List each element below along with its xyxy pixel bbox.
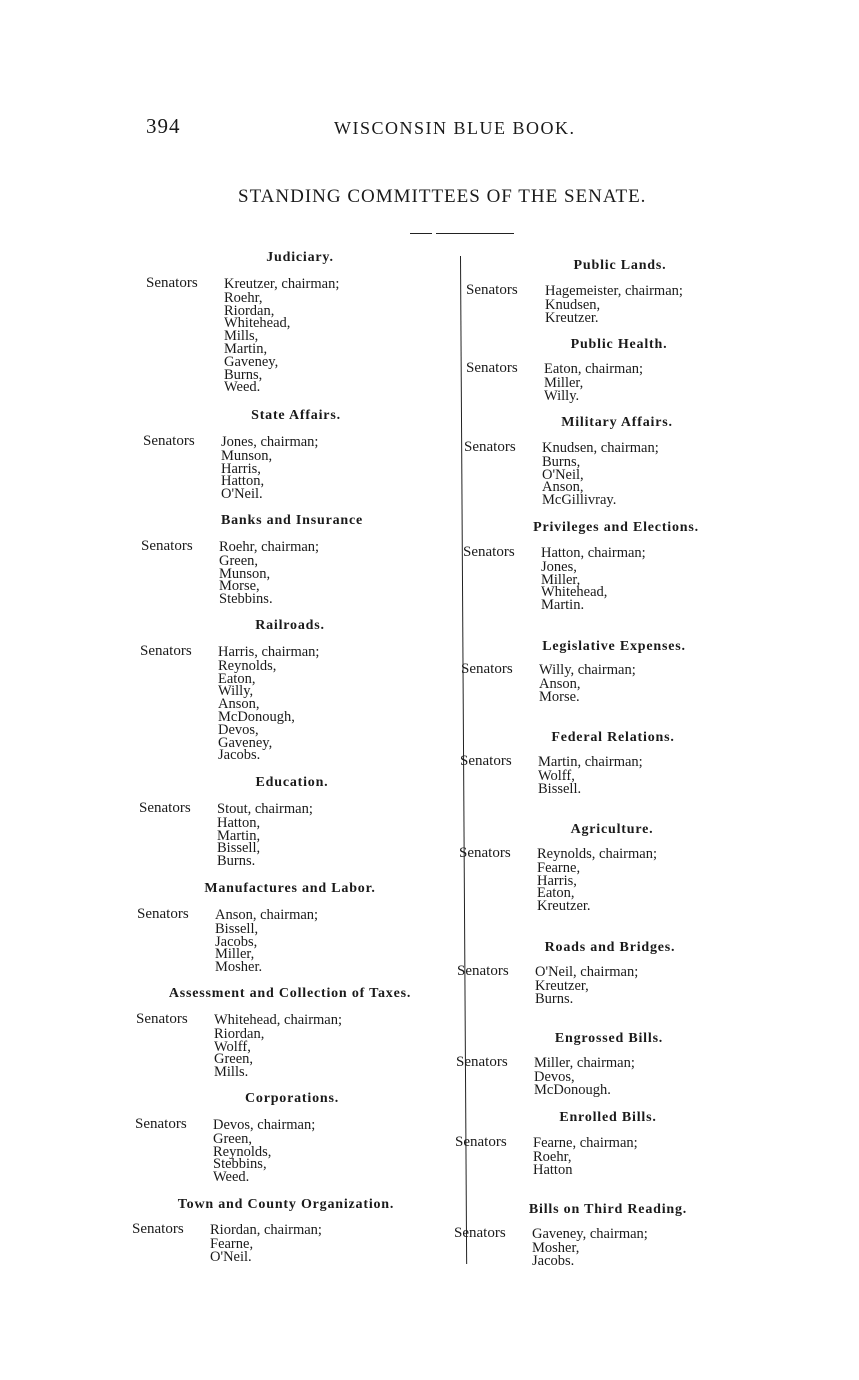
member-name: Martin, bbox=[224, 340, 268, 357]
member-name: Fearne, bbox=[210, 1235, 254, 1252]
member-list bbox=[533, 1137, 638, 1176]
member-name: Munson, bbox=[221, 447, 273, 464]
member-name: Anson, chairman; bbox=[215, 907, 319, 923]
member-name: Roehr, bbox=[533, 1148, 572, 1165]
committee-heading: Railroads. bbox=[255, 618, 325, 633]
member-name: Weed. bbox=[213, 1169, 250, 1186]
member-name: Hatton, bbox=[221, 473, 265, 490]
senators-label: Senators bbox=[135, 1116, 187, 1132]
committee-heading: Manufactures and Labor. bbox=[204, 881, 376, 896]
member-name: Martin. bbox=[541, 597, 585, 614]
member-name: Roehr, bbox=[224, 289, 263, 306]
member-name: Jacobs. bbox=[532, 1252, 575, 1269]
page-title: STANDING COMMITTEES OF THE SENATE. bbox=[238, 186, 647, 207]
member-list bbox=[217, 803, 313, 868]
committee-heading: Engrossed Bills. bbox=[554, 1031, 664, 1046]
committee-heading: Privileges and Elections. bbox=[533, 520, 699, 535]
member-name: Riordan, chairman; bbox=[210, 1222, 322, 1238]
member-name: Bissell. bbox=[538, 780, 582, 797]
member-name: Harris, chairman; bbox=[218, 644, 320, 660]
senators-label: Senators bbox=[466, 360, 518, 376]
committee-heading: Corporations. bbox=[244, 1091, 340, 1106]
senators-label: Senators bbox=[460, 753, 512, 769]
member-name: Jacobs, bbox=[215, 933, 258, 950]
member-name: Green, bbox=[219, 552, 259, 569]
member-name: Burns, bbox=[542, 453, 581, 470]
member-name: Bissell, bbox=[217, 840, 261, 857]
member-list bbox=[542, 442, 659, 507]
member-name: Knudsen, chairman; bbox=[542, 440, 659, 456]
member-name: Gaveney, bbox=[224, 353, 279, 370]
member-name: McDonough. bbox=[534, 1081, 611, 1098]
member-list bbox=[221, 436, 318, 501]
member-name: Hatton, bbox=[217, 814, 261, 831]
committee-heading: Enrolled Bills. bbox=[559, 1110, 657, 1125]
member-name: Munson, bbox=[219, 565, 271, 582]
member-name: Miller, bbox=[541, 571, 581, 588]
member-name: Hatton, chairman; bbox=[541, 545, 646, 561]
member-name: Mosher, bbox=[532, 1239, 580, 1256]
member-name: Morse. bbox=[539, 688, 580, 705]
member-name: Kreutzer. bbox=[537, 898, 591, 915]
committee-heading: Public Health. bbox=[570, 337, 668, 352]
page-number: 394 bbox=[146, 114, 181, 138]
member-name: McDonough, bbox=[218, 708, 295, 725]
senators-label: Senators bbox=[466, 282, 518, 298]
member-list bbox=[541, 547, 646, 612]
member-name: Reynolds, bbox=[218, 657, 277, 674]
member-list bbox=[544, 363, 643, 402]
senators-label: Senators bbox=[461, 661, 513, 677]
member-list bbox=[213, 1119, 315, 1184]
member-list bbox=[215, 909, 318, 974]
member-list bbox=[535, 966, 638, 1005]
member-name: Jones, chairman; bbox=[221, 434, 319, 450]
title-rule-short bbox=[410, 233, 432, 234]
member-name: Miller, bbox=[215, 946, 255, 963]
member-name: O'Neil, bbox=[542, 466, 584, 483]
member-name: Jacobs. bbox=[218, 747, 261, 764]
member-name: Riordan, bbox=[214, 1025, 265, 1042]
member-name: Hagemeister, chairman; bbox=[545, 283, 683, 299]
member-list bbox=[219, 541, 319, 606]
member-name: Morse, bbox=[219, 578, 260, 595]
senators-label: Senators bbox=[457, 963, 509, 979]
committee-heading: Federal Relations. bbox=[551, 730, 675, 745]
committee-heading: State Affairs. bbox=[251, 408, 341, 423]
member-name: Harris, bbox=[221, 460, 261, 477]
senators-label: Senators bbox=[140, 643, 192, 659]
senators-label: Senators bbox=[463, 544, 515, 560]
member-name: Burns, bbox=[224, 366, 263, 383]
member-name: Miller, bbox=[544, 374, 584, 391]
member-name: Knudsen, bbox=[545, 296, 601, 313]
member-name: Eaton, bbox=[218, 670, 256, 687]
member-name: Whitehead, chairman; bbox=[214, 1012, 343, 1028]
member-list bbox=[545, 285, 683, 324]
member-name: Fearne, chairman; bbox=[533, 1135, 638, 1151]
committee-heading: Town and County Organization. bbox=[177, 1197, 395, 1212]
committee-heading: Judiciary. bbox=[266, 250, 334, 265]
title-rule-long bbox=[436, 233, 514, 234]
member-name: Willy, bbox=[218, 683, 254, 700]
senators-label: Senators bbox=[136, 1011, 188, 1027]
committee-heading: Education. bbox=[255, 775, 329, 790]
member-name: Eaton, bbox=[537, 885, 575, 902]
committee-heading: Agriculture. bbox=[570, 822, 654, 837]
senators-label: Senators bbox=[146, 275, 198, 291]
committee-heading: Public Lands. bbox=[573, 258, 667, 273]
member-list bbox=[538, 756, 643, 795]
senators-label: Senators bbox=[459, 845, 511, 861]
member-list bbox=[218, 646, 319, 762]
member-name: Gaveney, chairman; bbox=[532, 1226, 648, 1242]
member-name: Willy, chairman; bbox=[539, 662, 636, 678]
senators-label: Senators bbox=[141, 538, 193, 554]
member-list bbox=[539, 664, 636, 703]
member-name: Wolff, bbox=[538, 767, 575, 784]
senators-label: Senators bbox=[455, 1134, 507, 1150]
member-name: Kreutzer, bbox=[535, 977, 589, 994]
member-name: Reynolds, bbox=[213, 1143, 272, 1160]
member-name: Harris, bbox=[537, 872, 577, 889]
member-name: Martin, chairman; bbox=[538, 754, 643, 770]
senators-label: Senators bbox=[464, 439, 516, 455]
member-list bbox=[224, 278, 339, 394]
member-name: Weed. bbox=[224, 379, 261, 396]
member-list bbox=[534, 1057, 635, 1096]
committee-heading: Roads and Bridges. bbox=[544, 940, 676, 955]
senators-label: Senators bbox=[454, 1225, 506, 1241]
member-name: Whitehead, bbox=[541, 584, 608, 601]
member-name: Martin, bbox=[217, 827, 261, 844]
member-name: Mills. bbox=[214, 1064, 249, 1081]
member-name: O'Neil. bbox=[221, 486, 263, 503]
member-name: Devos, chairman; bbox=[213, 1117, 316, 1133]
running-head: WISCONSIN BLUE BOOK. bbox=[334, 118, 576, 138]
member-name: Reynolds, chairman; bbox=[537, 846, 658, 862]
member-name: Bissell, bbox=[215, 920, 259, 937]
member-list bbox=[214, 1014, 342, 1079]
member-name: Roehr, chairman; bbox=[219, 539, 320, 555]
member-name: Devos, bbox=[218, 721, 259, 738]
member-name: Eaton, chairman; bbox=[544, 361, 644, 377]
member-name: Fearne, bbox=[537, 859, 581, 876]
member-name: Stebbins. bbox=[219, 591, 273, 608]
member-name: Gaveney, bbox=[218, 734, 273, 751]
senators-label: Senators bbox=[137, 906, 189, 922]
member-name: Jones, bbox=[541, 558, 577, 575]
member-list bbox=[532, 1228, 648, 1267]
member-name: Burns. bbox=[535, 990, 574, 1007]
member-name: Mills, bbox=[224, 328, 259, 345]
member-name: Anson, bbox=[542, 479, 584, 496]
member-name: Whitehead, bbox=[224, 315, 291, 332]
member-name: Kreutzer. bbox=[545, 309, 599, 326]
member-list bbox=[537, 848, 657, 913]
member-name: Stout, chairman; bbox=[217, 801, 313, 817]
member-name: Stebbins, bbox=[213, 1156, 267, 1173]
senators-label: Senators bbox=[456, 1054, 508, 1070]
member-name: Anson, bbox=[539, 675, 581, 692]
member-name: Kreutzer, chairman; bbox=[224, 276, 340, 292]
member-name: Hatton bbox=[533, 1161, 573, 1178]
committee-heading: Assessment and Collection of Taxes. bbox=[168, 986, 412, 1001]
member-list bbox=[210, 1224, 322, 1263]
member-name: O'Neil, chairman; bbox=[535, 964, 639, 980]
senators-label: Senators bbox=[132, 1221, 184, 1237]
member-name: Burns. bbox=[217, 853, 256, 870]
member-name: O'Neil. bbox=[210, 1248, 252, 1265]
member-name: Anson, bbox=[218, 696, 260, 713]
member-name: Miller, chairman; bbox=[534, 1055, 635, 1071]
committee-heading: Legislative Expenses. bbox=[542, 639, 686, 654]
committee-heading: Military Affairs. bbox=[561, 415, 673, 430]
member-name: McGillivray. bbox=[542, 492, 617, 509]
member-name: Mosher. bbox=[215, 959, 263, 976]
committee-heading: Bills on Third Reading. bbox=[528, 1202, 688, 1217]
member-name: Willy. bbox=[544, 387, 580, 404]
member-name: Wolff, bbox=[214, 1038, 251, 1055]
senators-label: Senators bbox=[139, 800, 191, 816]
member-name: Green, bbox=[214, 1051, 254, 1068]
senators-label: Senators bbox=[143, 433, 195, 449]
member-name: Green, bbox=[213, 1130, 253, 1147]
member-name: Devos, bbox=[534, 1068, 575, 1085]
member-name: Riordan, bbox=[224, 302, 275, 319]
committee-heading: Banks and Insurance bbox=[220, 513, 364, 528]
